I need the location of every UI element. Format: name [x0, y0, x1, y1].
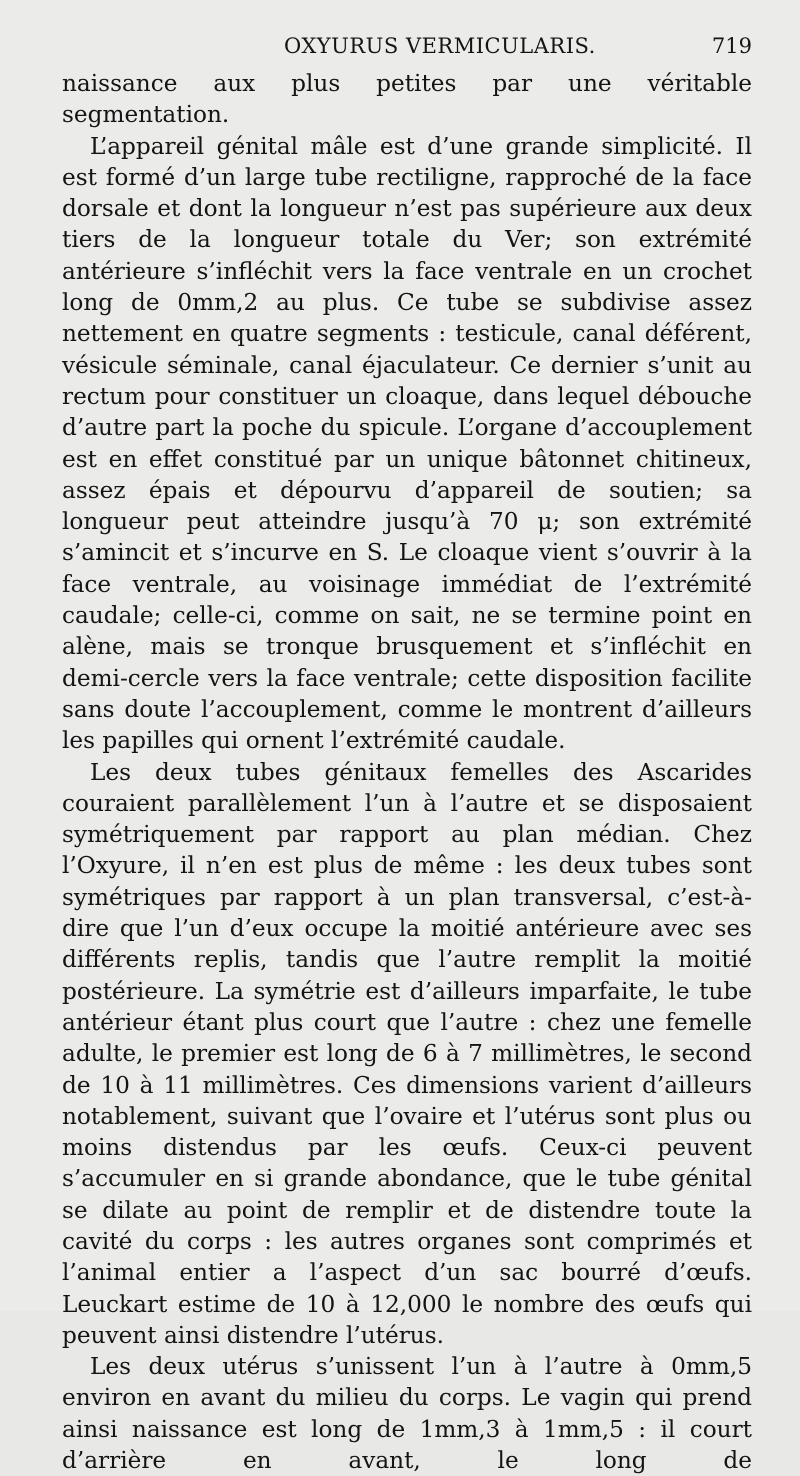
- page-number: 719: [711, 34, 752, 58]
- paragraph-male-genital: L’appareil génital mâle est d’une grande simplicité. Il est formé d’un large tube rectiligne, rapproché de la face dorsale et dont la longueur n’est pas supérieure aux deux tiers de la longueur totale du Ver; son extrémité antérieure s’infléchit vers la face ventrale en un crochet long de 0mm,2 au plus. Ce tube se subdivise assez nettement en quatre segments : testicule, canal déférent, vésicule séminale, canal éjaculateur. Ce dernier s’unit au rectum pour constituer un cloaque, dans lequel débouche d’autre part la poche du spicule. L’organe d’accouplement est en effet constitué par un unique bâtonnet chitineux, assez épais et dépourvu d’appareil de soutien; sa longueur peut atteindre jusqu’à 70 μ; son extrémité s’amincit et s’incurve en S. Le cloaque vient s’ouvrir à la face ventrale, au voisinage immédiat de l’extrémité caudale; celle-ci, comme on sait, ne se termine point en alène, mais se tronque brusquement et s’infléchit en demi-cercle vers la face ventrale; cette disposition facilite sans doute l’accouplement, comme le montrent d’ailleurs les papilles qui ornent l’extrémité caudale.: [62, 132, 752, 755]
- paragraph-continuation: naissance aux plus petites par une véritable segmentation.: [62, 70, 752, 129]
- running-title: OXYURUS VERMICULARIS.: [284, 34, 596, 58]
- body-text: [62, 68, 752, 1476]
- paragraph-female-genital: Les deux tubes génitaux femelles des Ascarides couraient parallèlement l’un à l’autre et se disposaient symétriquement par rapport au plan médian. Chez l’Oxyure, il n’en est plus de même : les deux tubes sont symétriques par rapport à un plan transversal, c’est-à-dire que l’un d’eux occupe la moitié antérieure avec ses différents replis, tandis que l’autre remplit la moitié postérieure. La symétrie est d’ailleurs imparfaite, le tube antérieur étant plus court que l’autre : chez une femelle adulte, le premier est long de 6 à 7 millimètres, le second de 10 à 11 millimètres. Ces dimensions varient d’ailleurs notablement, suivant que l’ovaire et l’utérus sont plus ou moins distendus par les œufs. Ceux-ci peuvent s’accumuler en si grande abondance, que le tube génital se dilate au point de remplir et de distendre toute la cavité du corps : les autres organes sont comprimés et l’animal entier a l’aspect d’un sac bourré d’œufs. Leuckart estime de 10 à 12,000 le nombre des œufs qui peuvent ainsi distendre l’utérus.: [62, 758, 752, 1349]
- page-header: [62, 34, 752, 64]
- paragraph-uterus: Les deux utérus s’unissent l’un à l’autre à 0mm,5 environ en avant du milieu du corps. Le vagin qui prend ainsi naissance est long de 1mm,3 à 1mm,5 : il court d’arrière en avant, le long de: [62, 1353, 752, 1475]
